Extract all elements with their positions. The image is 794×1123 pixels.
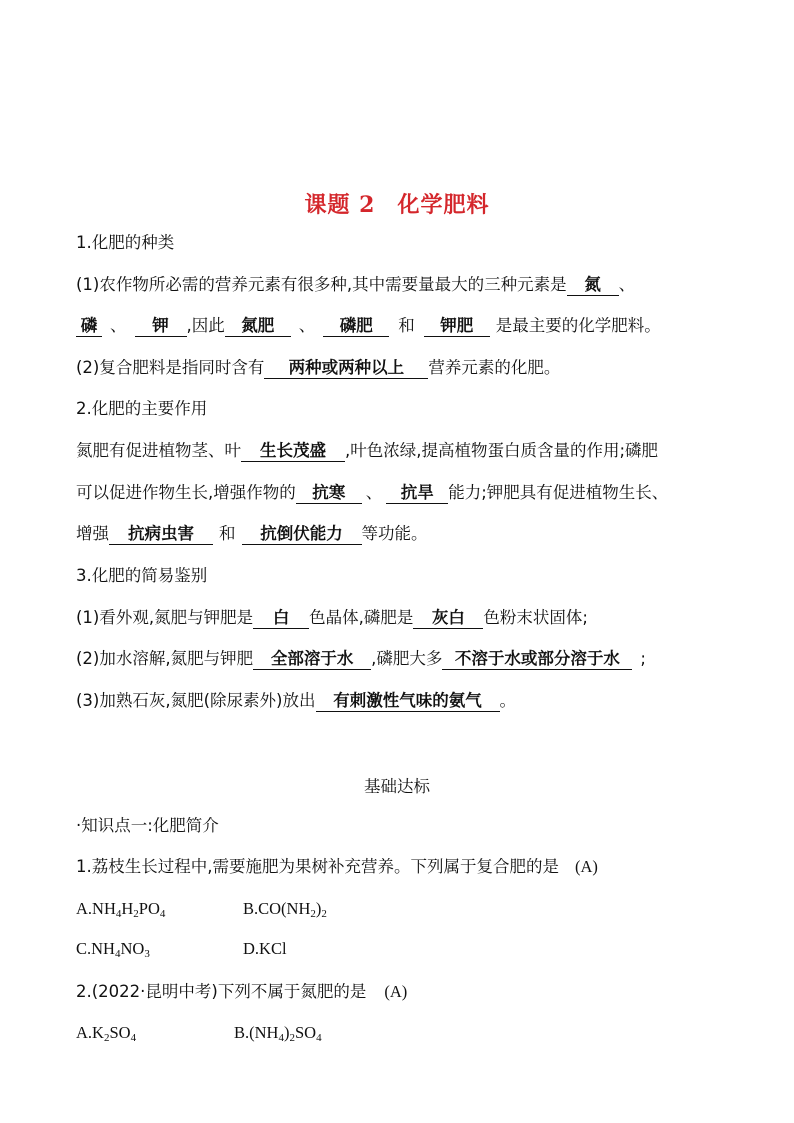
answer-blank-fully-soluble: 全部溶于水 [253,649,371,670]
s3-item-2: (2)加水溶解,氮肥与钾肥 全部溶于水 ,磷肥大多 不溶于水或部分溶于水 ; [76,649,646,668]
answer-blank-greyish-white: 灰白 [413,608,483,629]
answer-blank-ammonia-gas: 有刺激性气味的氨气 [316,691,500,712]
question-1-answer: (A) [575,857,598,876]
title-lesson-number: 课题 2 [304,192,376,218]
question-1-options-row-1 [76,898,724,920]
practice-heading: 基础达标 [364,777,430,796]
answer-blank-potash-fertilizer: 钾肥 [424,316,490,337]
question-1-option-b: $B.CO(NH_2)_2$ [243,899,327,920]
section-3-heading: 3.化肥的简易鉴别 [76,566,208,585]
question-2-stem: 2.(2022·昆明中考)下列不属于氮肥的是 (A) [76,982,408,1001]
section-1-heading: 1.化肥的种类 [76,233,175,252]
answer-blank-potassium: 钾 [135,316,187,337]
answer-blank-phosphate-fertilizer: 磷肥 [323,316,389,337]
question-1-stem: 1.荔枝生长过程中,需要施肥为果树补充营养。下列属于复合肥的是 (A) [76,857,598,876]
answer-blank-insoluble: 不溶于水或部分溶于水 [442,649,632,670]
section-2-heading: 2.化肥的主要作用 [76,399,208,418]
answer-blank-nitrogen: 氮 [567,275,619,296]
question-1-option-c: $C.NH_4NO_3$ [76,939,150,960]
s2-line-1: 氮肥有促进植物茎、叶 生长茂盛 ,叶色浓绿,提高植物蛋白质含量的作用;磷肥 [76,441,659,460]
answer-blank-cold-resistance: 抗寒 [296,483,362,504]
page-title [0,188,794,219]
s3-item-3: (3)加熟石灰,氮肥(除尿素外)放出 有刺激性气味的氨气 。 [76,691,516,710]
answer-blank-phosphorus: 磷 [76,316,102,337]
answer-blank-pest-resistance: 抗病虫害 [109,524,213,545]
s1-paragraph-1-line-1: (1)农作物所必需的营养元素有很多种,其中需要量最大的三种元素是 氮 、 [76,275,636,294]
question-2-option-b: $B.(NH_4)_2SO_4$ [234,1023,322,1044]
question-1-options-row-2 [76,938,724,960]
question-2-option-a: $A.K_2SO_4$ [76,1023,137,1044]
answer-blank-lodging-resistance: 抗倒伏能力 [242,524,362,545]
s1-paragraph-1-line-2: 磷 、 钾 ,因此 氮肥 、 磷肥 和 钾肥 是最主要的化学肥料。 [76,315,724,337]
s1-paragraph-2: (2)复合肥料是指同时含有 两种或两种以上 营养元素的化肥。 [76,358,561,377]
knowledge-point-1: ·知识点一:化肥简介 [76,816,219,835]
answer-blank-lush-growth: 生长茂盛 [241,441,345,462]
s2-line-3: 增强 抗病虫害 和 抗倒伏能力 等功能。 [76,524,428,543]
answer-blank-white: 白 [253,608,309,629]
answer-blank-multiple-nutrients: 两种或两种以上 [264,358,428,379]
title-topic: 化学肥料 [397,192,490,218]
question-1-option-a: $A.NH_4H_2PO_4$ [76,899,166,920]
question-2-answer: (A) [384,982,408,1001]
question-1-option-d: D.KCl [243,939,287,958]
answer-blank-nitrogen-fertilizer: 氮肥 [225,316,291,337]
s3-item-1: (1)看外观,氮肥与钾肥是 白 色晶体,磷肥是 灰白 色粉末状固体; [76,608,588,627]
answer-blank-drought-resistance: 抗旱 [386,483,448,504]
question-2-options-row-1 [76,1022,724,1044]
s2-line-2: 可以促进作物生长,增强作物的 抗寒 、 抗旱 能力;钾肥具有促进植物生长、 [76,483,669,502]
